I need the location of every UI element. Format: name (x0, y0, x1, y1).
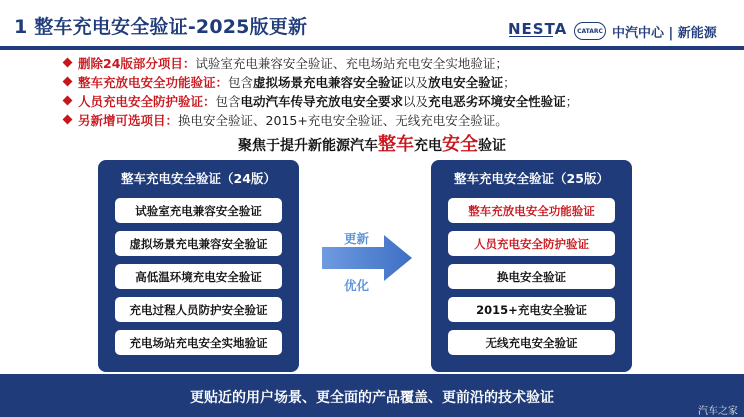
bullet-emphasis: 放电安全验证 (428, 74, 504, 90)
bullet-label: 删除24版部分项目： (78, 55, 196, 71)
bullet-label: 另新增可选项目： (78, 112, 179, 128)
headline-text: 聚焦于提升新能源汽车 (238, 138, 378, 154)
panel-title: 整车充电安全验证（24版） (121, 171, 276, 186)
panel-item: 2015+充电安全验证 (448, 297, 615, 322)
nesta-logo-underline (509, 36, 553, 39)
bullet-emphasis: 虚拟场景充电兼容安全验证 (253, 74, 404, 90)
center-logo-text: 中汽中心 | 新能源 (612, 26, 717, 41)
bullet-text: 试验室充电兼容安全验证、充电场站充电安全实地验证； (195, 55, 508, 71)
watermark: 汽车之家 (698, 406, 738, 417)
headline-text: 充电 (414, 138, 442, 154)
panel-item: 无线充电安全验证 (448, 330, 615, 355)
panel-item: 换电安全验证 (448, 264, 615, 289)
bullet-text: 包含 (228, 74, 254, 90)
headline (0, 130, 744, 156)
bullet-text: 换电安全验证、2015+充电安全验证、无线充电安全验证。 (178, 112, 508, 128)
diamond-bullet-icon (63, 77, 73, 87)
panel-item: 充电场站充电安全实地验证 (115, 330, 282, 355)
panel-2024 (98, 160, 299, 372)
bullet-label: 人员充电安全防护验证： (78, 93, 216, 109)
diamond-bullet-icon (63, 58, 73, 68)
panel-item: 人员充电安全防护验证 (448, 231, 615, 256)
bullet-text: 包含 (215, 93, 241, 109)
bullet-emphasis: 充电恶劣环境安全性验证 (428, 93, 566, 109)
bullet-text: ； (503, 74, 516, 90)
headline-emphasis: 整车 (378, 134, 414, 155)
catarc-logo: CATARC (574, 22, 606, 40)
panel-title: 整车充电安全验证（25版） (454, 171, 609, 186)
bullet-text: 以及 (403, 74, 429, 90)
bullet-list (62, 53, 722, 129)
arrow-label-optimize: 优化 (344, 278, 370, 293)
panel-item: 充电过程人员防护安全验证 (115, 297, 282, 322)
panel-2025 (431, 160, 632, 372)
footer-text: 更贴近的用户场景、更全面的产品覆盖、更前沿的技术验证 (190, 390, 554, 406)
title-divider (0, 46, 744, 50)
diamond-bullet-icon (63, 115, 73, 125)
bullet-text: 以及 (403, 93, 429, 109)
panel-item: 高低温环境充电安全验证 (115, 264, 282, 289)
bullet-emphasis: 电动汽车传导充放电安全要求 (240, 93, 404, 109)
panel-item: 虚拟场景充电兼容安全验证 (115, 231, 282, 256)
panel-item: 试验室充电兼容安全验证 (115, 198, 282, 223)
bullet-item (62, 53, 722, 72)
bullet-item (62, 72, 722, 91)
bullet-text: ； (565, 93, 579, 109)
nesta-logo: NESTA (508, 20, 568, 38)
diamond-bullet-icon (63, 96, 73, 106)
bullet-item (62, 110, 722, 129)
bullet-item (62, 91, 722, 110)
bullet-label: 整车充放电安全功能验证： (78, 74, 229, 90)
slide-title: 1 整车充电安全验证-2025版更新 (14, 16, 308, 38)
panel-item: 整车充放电安全功能验证 (448, 198, 615, 223)
headline-emphasis: 安全 (442, 134, 478, 155)
headline-text: 验证 (478, 138, 506, 154)
arrow-label-update: 更新 (344, 231, 370, 246)
